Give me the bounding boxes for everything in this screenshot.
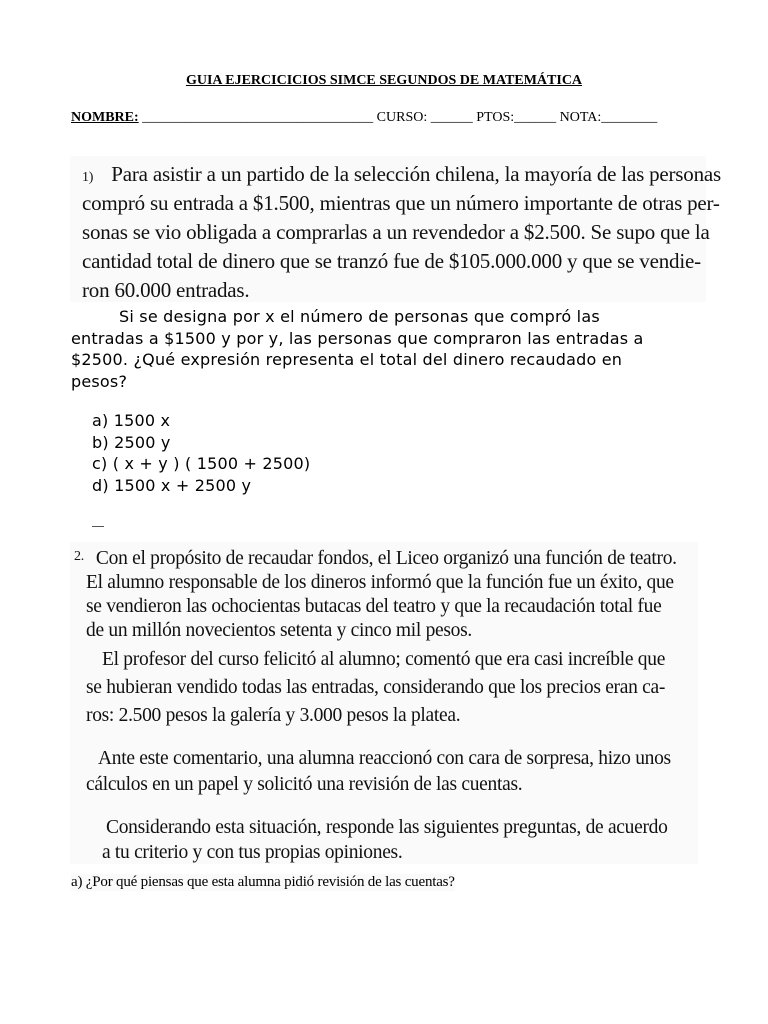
problem-2-line	[74, 548, 677, 570]
question-line: pesos?	[71, 371, 128, 391]
curso-field: CURSO: ______	[376, 110, 473, 125]
problem-2-line: se vendieron las ochocientas butacas del teatro y que la recaudación total fue	[86, 596, 662, 617]
ptos-field: PTOS:______	[476, 110, 557, 125]
problem-2-line: a tu criterio y con tus propias opiniones.	[102, 842, 403, 863]
problem-1-line: ron 60.000 entradas.	[82, 278, 250, 302]
option-c: c) ( x + y ) ( 1500 + 2500)	[92, 454, 311, 473]
option-b: b) 2500 y	[92, 432, 171, 452]
problem-1-line: sonas se vio obligada a comprarlas a un revendedor a $2.500. Se supo que la	[82, 220, 710, 244]
problem-2-scan	[70, 542, 698, 864]
problem-2-line: de un millón novecientos setenta y cinco mil pesos.	[86, 620, 472, 641]
question-line: entradas a $1500 y por y, las personas que compraron las entradas a	[71, 328, 644, 348]
problem-1-line	[82, 162, 721, 187]
problem-1-line: compró su entrada a $1.500, mientras que un número importante de otras per-	[82, 191, 720, 215]
nombre-blank: _________________________________	[142, 110, 374, 125]
student-header	[71, 110, 657, 126]
problem-2-question-a: a) ¿Por qué piensas que esta alumna pidió revisión de las cuentas?	[71, 874, 455, 890]
problem-2-line: El profesor del curso felicitó al alumno; comentó que era casi increíble que	[102, 649, 666, 670]
problem-1-line-text: Para asistir a un partido de la selección chilena, la mayoría de las personas	[111, 162, 721, 186]
problem-1-line: cantidad total de dinero que se tranzó fue de $105.000.000 y que se vendie-	[82, 249, 701, 273]
problem-1-question	[71, 306, 711, 392]
separator-dash	[92, 526, 104, 527]
question-line: Si se designa por x el número de personas que compró las	[119, 307, 600, 326]
nota-field: NOTA:________	[559, 110, 658, 125]
option-a: a) 1500 x	[92, 411, 171, 430]
question-line: $2500. ¿Qué expresión representa el total del dinero recaudado en	[71, 350, 623, 369]
problem-1-number: 1)	[82, 170, 94, 185]
document-title: GUIA EJERCICICIOS SIMCE SEGUNDOS DE MATEMÁTICA	[185, 73, 583, 88]
problem-1-scan	[70, 156, 721, 302]
problem-2-line-text: Con el propósito de recaudar fondos, el Liceo organizó una función de teatro.	[95, 548, 677, 569]
problem-2-line: ros: 2.500 pesos la galería y 3.000 pesos la platea.	[86, 705, 461, 726]
problem-1-options	[92, 410, 310, 496]
problem-2-line: se hubieran vendido todas las entradas, considerando que los precios eran ca-	[86, 677, 666, 698]
option-d: d) 1500 x + 2500 y	[92, 475, 252, 495]
problem-2-line: El alumno responsable de los dineros informó que la función fue un éxito, que	[86, 572, 674, 593]
problem-2-number: 2.	[74, 549, 84, 564]
problem-2-line: Ante este comentario, una alumna reaccionó con cara de sorpresa, hizo unos	[98, 748, 671, 769]
problem-2-line: Considerando esta situación, responde las siguientes preguntas, de acuerdo	[106, 817, 668, 838]
problem-2-line: cálculos en un papel y solicitó una revisión de las cuentas.	[86, 774, 523, 795]
nombre-label: NOMBRE:	[71, 110, 139, 125]
